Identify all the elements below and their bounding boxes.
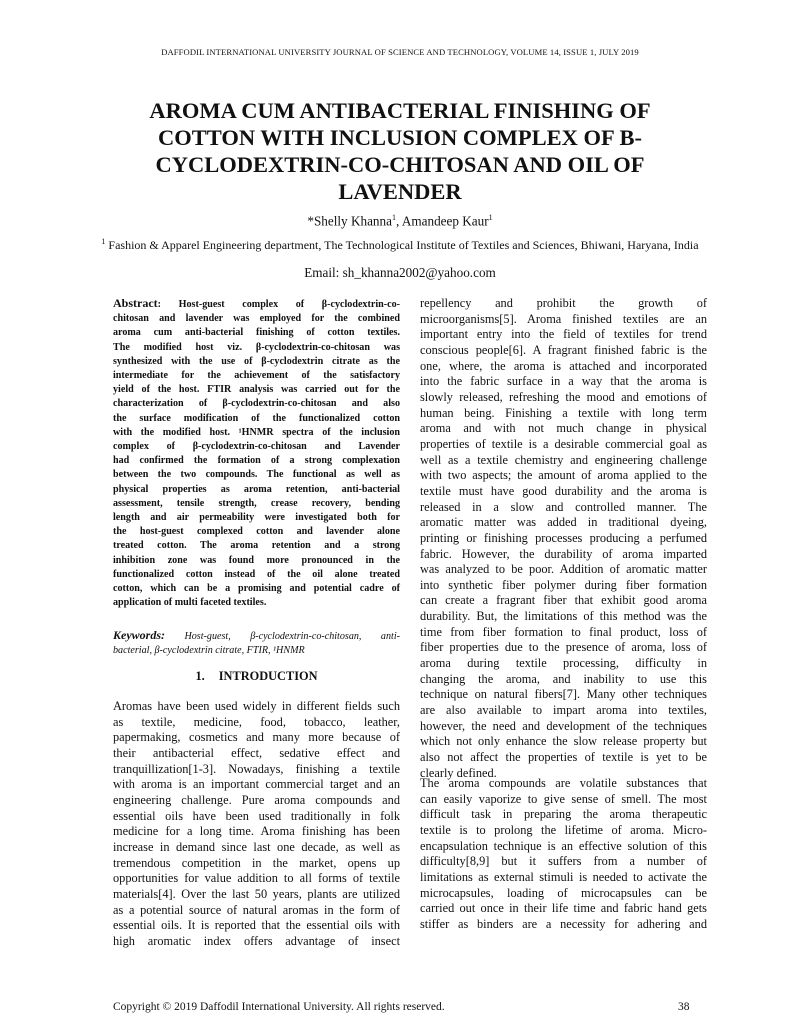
text-line: slowly released, refreshing the mood and emotions of [420, 389, 707, 404]
text-line: chitosan and lavender was employed for the combined [113, 313, 400, 325]
text-line: materials[4]. Over the last 50 years, plants are utilized [113, 886, 400, 901]
text-line: time from fiber formation to final product, loss of [420, 624, 707, 639]
text-line: limitations as external stimuli is needed to activate the [420, 869, 707, 884]
author-name: Amandeep Kaur [401, 213, 489, 229]
text-line: released in a slow and controlled manner. The [420, 499, 707, 514]
text-line: important entry into the field of textiles for trend [420, 327, 707, 342]
abstract-colon: : [157, 299, 162, 310]
text-line: length and air permeability were investigated both for [113, 512, 400, 524]
text-line: as a potential source of natural aromas in the form of [113, 902, 400, 917]
text-line: textile is to prolong the lifetime of aroma. Micro- [420, 822, 707, 837]
affiliation-marker: 1 [488, 213, 493, 222]
text-line: carried out once in their life time and fabric hand gets [420, 901, 707, 916]
affiliation-marker: 1 [391, 213, 396, 222]
affiliation [100, 234, 700, 254]
paper-title: AROMA CUM ANTIBACTERIAL FINISHING OF COTTON WITH INCLUSION COMPLEX OF Β-CYCLODEXTRIN-CO-CHITOSAN AND OIL OF LAVENDER [149, 98, 651, 204]
text-line: the host-guest complexed cotton and lavender alone [113, 526, 400, 538]
copyright-notice: Copyright © 2019 Daffodil International University. All rights reserved. [113, 1001, 445, 1013]
text-line: difficulty[8,9] but it suffers from a number of [420, 854, 707, 869]
text-line: complex of β-cyclodextrin-co-chitosan and Lavender [113, 441, 400, 453]
abstract-label: Abstract [113, 296, 158, 310]
text-line [113, 628, 400, 644]
text-line: medicine for a long time. Aroma finishing has been [113, 824, 400, 839]
text-line: high aromatic index offers advantage of insect [113, 933, 400, 948]
section-number: 1. [195, 669, 205, 683]
text-line: engineering challenge. Pure aroma compounds and [113, 792, 400, 807]
text-line: human being. Finishing a textile with long term [420, 405, 707, 420]
text-line: The aroma compounds are volatile substances that [420, 776, 707, 790]
contact-email: Email: sh_khanna2002@yahoo.com [304, 265, 496, 280]
text-line: are also available to impart aroma into textiles, [420, 703, 707, 718]
author-list [0, 213, 800, 229]
text-line: characterization of β-cyclodextrin-co-chitosan and also [113, 398, 400, 410]
text-line: one, where, the aroma is attached and incorporated [420, 358, 707, 373]
text-line: fabric. However, the durability of aroma imparted [420, 546, 707, 561]
text-line: microorganisms[5]. Aroma finished textiles are an [420, 311, 707, 326]
text-line: inhibition zone was found more pronounced in the [113, 554, 400, 566]
text-line: conscious people[6]. A fragrant finished fabric is the [420, 342, 707, 357]
author-separator: , [395, 213, 402, 229]
text-line: fiber properties due to the presence of aroma, loss of [420, 640, 707, 655]
author-name: *Shelly Khanna [307, 213, 392, 229]
text-line: treated cotton. The aroma retention and a strong [113, 540, 400, 552]
text-line: The modified host viz. β-cyclodextrin-co-chitosan was [113, 341, 400, 353]
text-line: bacterial, β-cyclodextrin citrate, FTIR, ¹HNMR [113, 645, 305, 657]
text-line: well as a textile chemistry and engineering challenge [420, 452, 707, 467]
text-line: tranquillization[1-3]. Nowadays, finishing a textile [113, 761, 400, 776]
keywords-line-text: Host-guest, β-cyclodextrin-co-chitosan, anti- [165, 631, 400, 642]
text-line: can easily vaporize to give sense of smell. The most [420, 791, 707, 806]
text-line: intermediate for the achievement of the satisfactory [113, 370, 400, 382]
text-line: assessment, tensile strength, crease recovery, bending [113, 497, 400, 509]
text-line: repellency and prohibit the growth of [420, 296, 707, 310]
text-line: functionalized cotton instead of the oil alone treated [113, 568, 400, 580]
text-line: the surface modification of the functionalized cotton [113, 412, 400, 424]
text-line: into synthetic fiber polymer during fiber formation [420, 577, 707, 592]
text-line: with the modified host. ¹HNMR spectra of the inclusion [113, 426, 400, 438]
abstract-block [113, 296, 400, 610]
keywords-block [113, 628, 400, 658]
body-paragraph [420, 776, 707, 933]
text-line: difficult task in preparing the aroma therapeutic [420, 807, 707, 822]
text-line: their antibacterial effect, sedative effect and [113, 745, 400, 760]
introduction-paragraph [113, 699, 400, 950]
text-line: microcapsules, loading of microcapsules can be [420, 885, 707, 900]
text-line: physical properties as aroma retention, anti-bacterial [113, 483, 400, 495]
section-heading [113, 669, 400, 684]
text-line: aromatic matter was added in traditional dyeing, [420, 515, 707, 530]
text-line: essential oils have been used traditionally in folk [113, 808, 400, 823]
text-line: into the fabric surface in a way that the aroma is [420, 374, 707, 389]
text-line: essential oils. It is reported that the essential oils with [113, 918, 400, 933]
affiliation-marker: 1 [101, 237, 106, 246]
text-line: Aromas have been used widely in different fields such [113, 699, 400, 713]
text-line: was analyzed to be poor. Addition of aromatic matter [420, 562, 707, 577]
text-line: however, the need and development of the techniques [420, 718, 707, 733]
abstract-line-text: Host-guest complex of β-cyclodextrin-co- [161, 299, 400, 310]
affiliation-text: Fashion & Apparel Engineering department, The Technological Institute of Textiles and Sciences, Bhiwani, Haryana, India [105, 238, 699, 252]
text-line: printing or finishing processes producing a perfumed [420, 530, 707, 545]
text-line: aroma during textile processing, difficulty in [420, 656, 707, 671]
keywords-label: Keywords: [113, 628, 165, 642]
text-line: also not affect the properties of textile is yet to be [420, 750, 707, 765]
text-line: stiffer as binders are a necessity for adhering and [420, 916, 707, 931]
text-line [113, 296, 400, 312]
text-line: encapsulation technique is an effective solution of this [420, 838, 707, 853]
page-number: 38 [678, 1001, 690, 1013]
text-line: with aroma is an important commercial target and an [113, 777, 400, 792]
text-line: tremendous competition in the market, opens up [113, 855, 400, 870]
text-line: textile must have good durability and the aroma is [420, 483, 707, 498]
body-paragraph [420, 296, 707, 781]
text-line: durability. But, the limitations of this method was the [420, 609, 707, 624]
journal-running-header: DAFFODIL INTERNATIONAL UNIVERSITY JOURNAL OF SCIENCE AND TECHNOLOGY, VOLUME 14, ISSUE 1, JULY 2019 [161, 47, 639, 57]
text-line: papermaking, cosmetics and many more because of [113, 730, 400, 745]
text-line: application of multi faceted textiles. [113, 597, 267, 609]
text-line: yield of the host. FTIR analysis was carried out for the [113, 384, 400, 396]
text-line: as textile, medicine, food, tobacco, leather, [113, 714, 400, 729]
text-line: had confirmed the formation of a strong complexation [113, 455, 400, 467]
text-line: properties of textile is a desirable commercial goal as [420, 436, 707, 451]
text-line: with two aspects; the amount of aroma applied to the [420, 468, 707, 483]
text-line: between the two compounds. The functional as well as [113, 469, 400, 481]
text-line: increase in demand since last one decade, as well as [113, 839, 400, 854]
text-line: cotton, which can be a promising and potential cadre of [113, 583, 400, 595]
text-line: synthesized with the use of β-cyclodextrin citrate as the [113, 355, 400, 367]
text-line: aroma cum anti-bacterial finishing of cotton textiles. [113, 327, 400, 339]
text-line: aroma and with not much change in physical [420, 421, 707, 436]
text-line: clearly defined. [420, 765, 497, 780]
text-line: which not only enhance the slow release property but [420, 734, 707, 749]
text-line: opportunities for value addition to all forms of textile [113, 871, 400, 886]
text-line: changing the aroma, and inability to use this [420, 671, 707, 686]
text-line: can create a fragrant fiber that exhibit good aroma [420, 593, 707, 608]
text-line: technique on natural fibers[7]. Many other techniques [420, 687, 707, 702]
section-title: INTRODUCTION [218, 669, 318, 683]
